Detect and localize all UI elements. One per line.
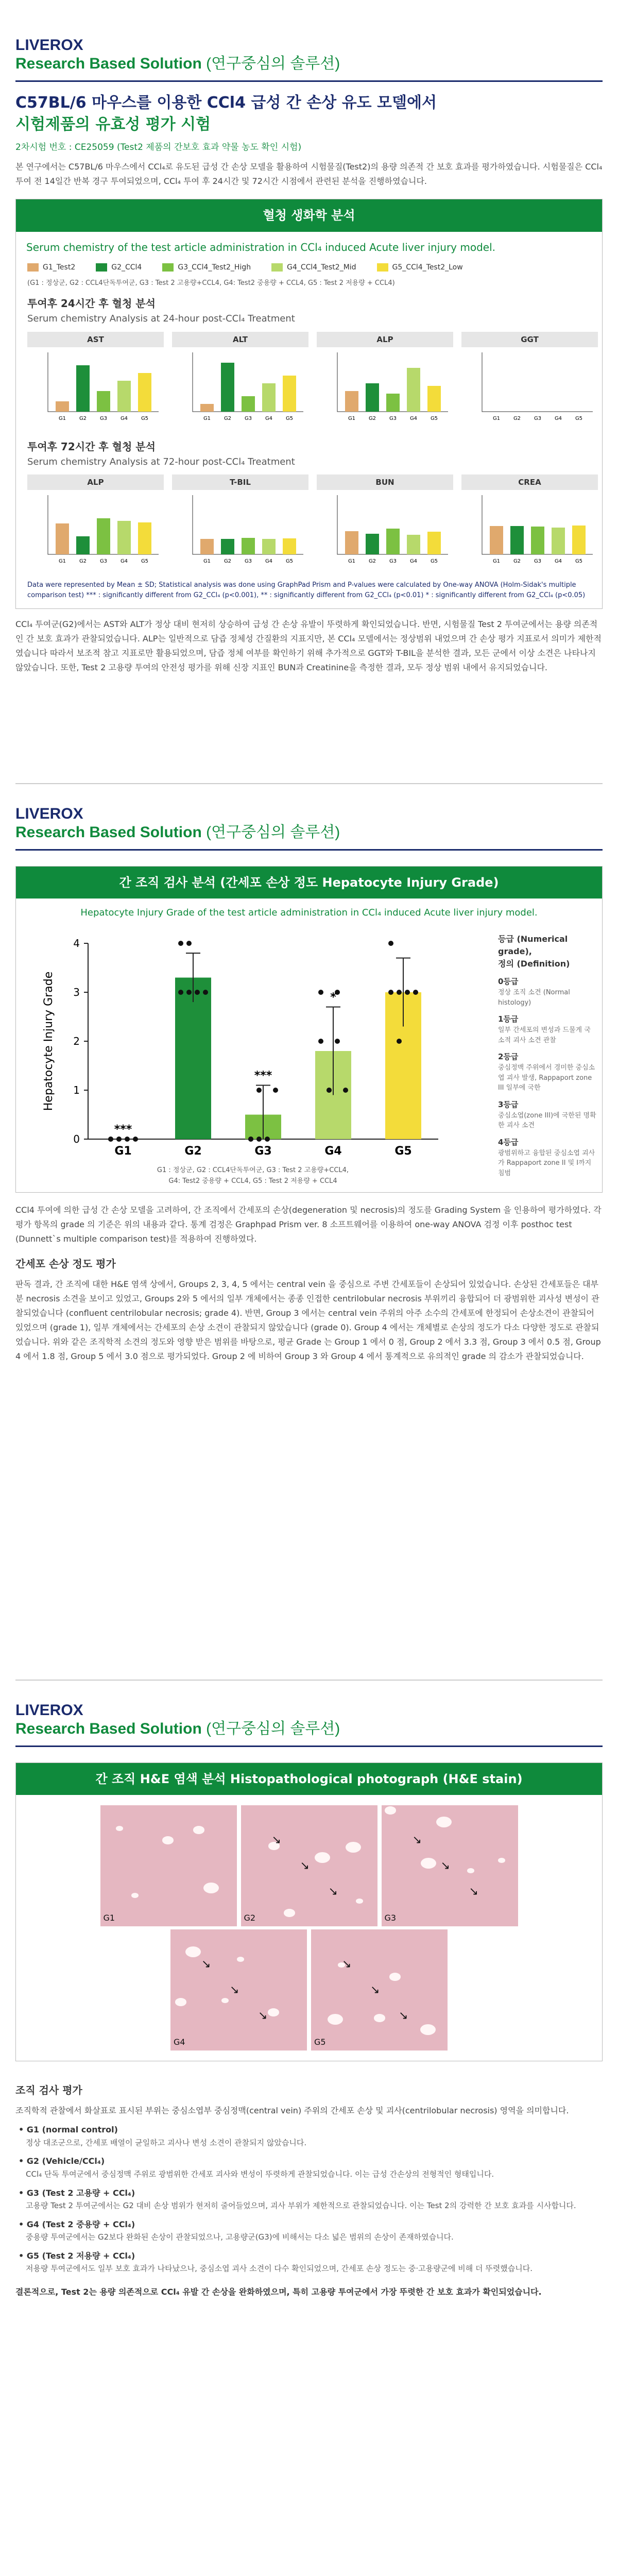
central-vein [420,2024,436,2035]
injury-grade-chart [16,923,490,1165]
grade-level: 2등급 [498,1052,519,1062]
chart-bar [76,536,90,554]
brand-name: LIVEROX [15,37,83,54]
data-point [108,1137,113,1142]
tick-label: G4 [120,558,128,565]
chart-title: ALT [172,332,308,347]
data-point [327,1088,332,1093]
chart-bar [221,539,234,554]
tick-label: G2 [224,558,232,565]
stat-footnote: Data were represented by Mean ± SD; Statistical analysis was done using GraphPad Prism and P-values were calculated by One-way ANOVA (Holm-Sidak's multiple comparison test) *** : significantly different from G2_CCl₄ (p<0.001), ** : significantly different from G2_CCl₄ (p<0.01) * : significantly different from G2_CCl₄ (p<0.05) [27,581,586,599]
tick-label: G4 [409,415,418,421]
tick-label: G2 [79,558,87,565]
image-label: G1 [103,1912,115,1923]
serum-chart [27,474,164,571]
x-tick-label: G5 [394,1145,412,1158]
serum-chart [317,332,453,428]
chart-bar [56,401,69,412]
tick-label: G2 [368,558,376,565]
tick-label: G4 [265,558,273,565]
grade-level: 0등급 [498,977,519,987]
data-point [413,990,418,995]
chart-title: CREA [461,474,598,490]
central-vein [162,1836,174,1844]
legend-label: G3_CCl4_Test2_High [178,263,251,272]
divider [15,1680,603,1681]
group-finding [19,2187,603,2213]
tick-label: G3 [244,558,252,565]
grade-description: 중심소엽(zone III)에 국한된 명확한 괴사 소견 [498,1111,596,1130]
chart-title: BUN [317,474,453,490]
central-vein [389,1973,401,1980]
arrow-icon: ↘ [300,1859,310,1873]
chart-bar [200,404,214,412]
brand-tagline: Research Based Solution (연구중심의 솔루션) [15,55,340,72]
legend-swatch [271,263,283,272]
tick-label: G1 [492,558,501,565]
legend-item [96,262,142,273]
histology-image [100,1805,237,1926]
serum-chart [317,474,453,571]
x-tick-label: G2 [184,1145,202,1158]
data-point [186,990,192,995]
divider [15,849,603,851]
group-description: 저용량 투여군에서도 일부 보호 효과가 나타났으나, 중심소엽 괴사 소견이 다수 확인되었으며, 간세포 손상 정도는 중·고용량군에 비해 더 뚜렷했습니다. [26,2264,533,2274]
grading-results: 판독 결과, 간 조직에 대한 H&E 염색 상에서, Groups 2, 3, 4, 5 에서는 central vein 을 중심으로 주변 간세포들이 손상되어 있었습니다. 손상된 간세포들은 대부분 necrosis 소견을 보이고 있었고, Groups 2와 5 에서의 일부 개체에서는 종종 인접한 centrilobular necrosis 부위끼리 융합되어 더 광범위한 괴사성 변성이 관찰되었습니다 (confluent centrilobular necrosis; grade 4). 반면, Group 3 에서는 central vein 주위의 아주 소수의 간세포에 한정되어 손상소견이 관찰되어 있었으며 (grade 1), 일부 개체에서는 간세포의 손상 소견이 관찰되지 않았습니다 (grade 0). Group 4 에서는 개체별로 손상의 정도가 다소 다양한 정도로 관찰되었습니다. 위와 같은 조직학적 소견의 정도와 영향 받은 범위를 바탕으로, 평균 Grade 는 Group 1 에서 0 점, Group 2 에서 3.3 점, Group 3 에서 0.5 점, Group 4 에서 1.8 점, Group 5 에서 3.0 점으로 평가되었다. Group 2 에 비하여 Group 3 와 Group 4 에서 통계적으로 유의적인 grade 의 감소가 관찰되었습니다. [15,1279,601,1361]
data-point [318,1039,323,1044]
chart-bar [97,391,110,412]
grade-definitions [490,923,602,1187]
tick-label: G5 [575,415,583,421]
legend-swatch [27,263,39,272]
histology-panel [15,1762,603,2061]
legend-item [27,262,75,273]
chart-title: ALP [27,474,164,490]
serum-chart-plot [27,347,164,425]
tick-label: G1 [348,558,356,565]
group-title: • G5 (Test 2 저용량 + CCl₄) [19,2250,135,2261]
legend-label: G4_CCl4_Test2_Mid [287,263,356,272]
h24-subtitle: Serum chemistry Analysis at 24-hour post-CCl₄ Treatment [27,313,295,324]
chart-title: AST [27,332,164,347]
chart-bar [572,526,586,554]
image-label: G2 [244,1912,256,1923]
definitions-title: 등급 (Numerical grade), 정의 (Definition) [498,934,570,969]
central-vein [268,2008,279,2016]
chart-bar [117,381,131,412]
arrow-icon: ↘ [342,1958,352,1971]
central-vein [356,1899,363,1904]
group-finding [19,2218,603,2244]
y-tick-label: 0 [73,1133,80,1146]
brand-tagline: Research Based Solution (연구중심의 솔루션) [15,824,340,841]
central-vein [374,2014,385,2022]
arrow-icon: ↘ [440,1859,450,1873]
tick-label: G3 [534,415,542,421]
serum-chart-plot [317,347,453,425]
data-point [335,1039,340,1044]
tick-label: G2 [224,415,232,421]
brand-name: LIVEROX [15,805,83,822]
data-point [405,990,410,995]
charts-72h [16,469,602,576]
data-point [195,990,200,995]
chart-title: GGT [461,332,598,347]
x-tick-label: G1 [114,1145,132,1158]
tick-label: G1 [58,558,66,565]
brand-header [0,36,618,73]
tick-label: G5 [430,415,438,421]
chart-bar [366,383,379,412]
chart-bar [407,535,420,554]
chart-bar [552,528,565,554]
chart-bar [531,527,544,554]
central-vein [385,1806,396,1814]
data-point [343,1088,348,1093]
assessment-label: 조직 검사 평가 [15,2084,82,2097]
conclusion: 결론적으로, Test 2는 용량 의존적으로 CCl₄ 유발 간 손상을 완화하였으며, 특히 고용량 투여군에서 가장 뚜렷한 간 보호 효과가 확인되었습니다. [15,2286,542,2297]
chart-bar [76,365,90,412]
grade-panel [15,866,603,1193]
group-finding [19,2155,603,2181]
tick-label: G2 [513,415,521,421]
tick-label: G5 [430,558,438,565]
divider [15,783,603,784]
arrow-icon: ↘ [370,1984,380,1997]
central-vein [203,1883,219,1893]
serum-chart-plot [317,490,453,567]
group-title: • G2 (Vehicle/CCl₄) [19,2156,105,2166]
data-point [318,990,323,995]
histology-image [382,1805,518,1926]
chart-bar [510,526,524,554]
arrow-icon: ↘ [412,1834,422,1847]
data-point [186,941,192,946]
chart-bar [97,518,110,554]
group-findings [19,2123,603,2275]
group-description: 중용량 투여군에서는 G2보다 완화된 손상이 관찰되었으나, 고용량군(G3)에 비해서는 다소 넓은 범위의 손상이 존재하였습니다. [26,2232,454,2242]
legend-label: G1_Test2 [43,263,76,272]
legend-item [162,262,251,273]
histology-image [311,1929,448,2050]
chart-bar [242,396,255,412]
chart-bar [345,391,358,412]
image-label: G5 [314,2037,326,2047]
h72-title: 투여후 72시간 후 혈청 분석 [27,440,156,453]
chart-bar [138,522,151,554]
serum-chart-plot [461,490,598,567]
h24-title: 투여후 24시간 후 혈청 분석 [27,297,156,310]
central-vein [131,1893,139,1898]
serum-chart [27,332,164,428]
arrow-icon: ↘ [230,1984,239,1997]
charts-24h [16,327,602,433]
grade-level: 1등급 [498,1014,519,1024]
tick-label: G4 [265,415,273,421]
y-tick-label: 1 [73,1084,80,1097]
chart-legend [16,258,602,277]
tick-label: G1 [203,415,211,421]
grade-description: 중심정맥 주위에서 경미한 중심소엽 괴사 발생, Rappaport zone III 일부에 국한 [498,1064,595,1092]
legend-swatch [162,263,174,272]
data-point [133,1137,138,1142]
brand-header [0,805,618,842]
chart-bar [262,539,276,554]
chart-bar [117,521,131,554]
significance-mark: *** [114,1123,132,1137]
tick-label: G3 [534,558,542,565]
chart-bar [407,368,420,412]
tick-label: G5 [141,415,149,421]
serum-chart-plot [461,347,598,425]
y-tick-label: 4 [73,937,80,950]
serum-panel [15,199,603,609]
arrow-icon: ↘ [201,1958,211,1971]
tick-label: G1 [492,415,501,421]
data-point [178,990,183,995]
panel-caption: Hepatocyte Injury Grade of the test article administration in CCl₄ induced Acute liver injury model. [80,907,538,919]
grade-description: 일부 간세포의 변성과 드물게 국소적 괴사 소견 관찰 [498,1026,591,1044]
central-vein [284,1909,295,1917]
chart-title: ALP [317,332,453,347]
image-label: G3 [384,1912,397,1923]
tick-label: G2 [368,415,376,421]
central-vein [175,1998,186,2006]
serum-chart [172,474,308,571]
central-vein [193,1826,204,1834]
group-note: G1 : 정상군, G2 : CCL4단독투여군, G3 : Test 2 고용량+CCL4, G4: Test2 중용량 + CCL4, G5 : Test 2 저용량 + CCL4 [157,1166,349,1185]
central-vein [221,1998,229,2003]
data-point [256,1088,262,1093]
brand-header [0,1701,618,1738]
chart-bar [366,534,379,554]
chart-bar [283,376,296,412]
grade-level: 4등급 [498,1137,519,1147]
tick-label: G5 [285,415,294,421]
brand-tagline: Research Based Solution (연구중심의 솔루션) [15,1720,340,1737]
group-description: 고용량 Test 2 투여군에서는 G2 대비 손상 범위가 현저히 줄어들었으며, 괴사 부위가 제한적으로 관찰되었습니다. 이는 Test 2의 강력한 간 보호 효과를 시사합니다. [26,2201,576,2211]
grading-method: CCl4 투여에 의한 급성 간 손상 모델을 고려하여, 간 조직에서 간세포의 손상(degeneration 및 necrosis)의 정도를 Grading System 을 인용하여 평가하였다. 각 평가 항목의 grade 의 기준은 위의 내용과 같다. 통계 검정은 Graphpad Prism ver. 8 소프트웨어를 이용하여 one-way ANOVA 검정 이후 posthoc test (Dunnett`s multiple comparison test)를 적용하여 진행하였다. [15,1205,602,1244]
chart-bar [283,538,296,554]
group-description: CCl₄ 단독 투여군에서 중심정맥 주위로 광범위한 간세포 괴사와 변성이 뚜렷하게 관찰되었습니다. 이는 급성 간손상의 전형적인 형태입니다. [26,2170,494,2179]
h72-subtitle: Serum chemistry Analysis at 72-hour post-CCl₄ Treatment [27,456,295,467]
data-point [178,941,183,946]
chart-bar [56,523,69,554]
tick-label: G3 [389,558,397,565]
tick-label: G3 [99,558,108,565]
group-description: 정상 대조군으로, 간세포 배열이 균일하고 괴사나 변성 소견이 관찰되지 않았습니다. [26,2138,307,2147]
legend-label: G5_CCl4_Test2_Low [392,263,463,272]
histology-image [170,1929,307,2050]
tick-label: G1 [348,415,356,421]
chart-bar [490,526,503,554]
significance-mark: * [330,991,336,1004]
legend-item [377,262,463,273]
central-vein [421,1858,436,1869]
tick-label: G3 [389,415,397,421]
tick-label: G5 [285,558,294,565]
chart-bar [386,529,400,554]
significance-mark: *** [254,1069,272,1082]
serum-chart [461,332,598,428]
image-label: G4 [174,2037,185,2047]
arrow-icon: ↘ [328,1885,338,1899]
x-tick-label: G3 [254,1145,272,1158]
central-vein [328,2014,343,2025]
panel-caption: Serum chemistry of the test article administration in CCl₄ induced Acute liver injury model. [26,241,495,253]
group-note: (G1 : 정상군, G2 : CCL4단독투여군, G3 : Test 2 고용량+CCL4, G4: Test2 중용량 + CCL4, G5 : Test 2 저용량 + CCL4) [27,279,395,287]
tick-label: G4 [409,558,418,565]
tick-label: G3 [244,415,252,421]
assessment-label: 간세포 손상 정도 평가 [15,1257,116,1270]
data-point [397,1039,402,1044]
data-point [203,990,208,995]
chart-bar [221,363,234,412]
group-finding [19,2123,603,2149]
tick-label: G1 [203,558,211,565]
panel-heading: 간 조직 H&E 염색 분석 Histopathological photograph (H&E stain) [16,1763,602,1795]
arrow-icon: ↘ [399,2009,408,2023]
chart-bar [242,538,255,554]
central-vein [315,1852,330,1863]
tick-label: G5 [141,558,149,565]
data-point [388,990,393,995]
study-title: C57BL/6 마우스를 이용한 CCl4 급성 간 손상 유도 모델에서 시험제품의 유효성 평가 시험 [15,94,437,133]
data-point [273,1088,278,1093]
y-tick-label: 3 [73,986,80,999]
legend-swatch [377,263,388,272]
serum-chart-plot [172,347,308,425]
panel-heading: 혈청 생화학 분석 [16,199,602,231]
chart-bar [200,539,214,554]
x-tick-label: G4 [324,1145,342,1158]
section-serum [0,0,618,757]
central-vein [436,1817,452,1827]
panel-heading: 간 조직 검사 분석 (간세포 손상 정도 Hepatocyte Injury Grade) [16,867,602,899]
legend-label: G2_CCl4 [111,263,142,272]
legend-swatch [96,263,107,272]
data-point [116,1137,122,1142]
data-point [248,1137,253,1142]
tick-label: G3 [99,415,108,421]
central-vein [498,1858,505,1863]
tick-label: G1 [58,415,66,421]
chart-bar [138,373,151,412]
section-injury-grade [0,757,618,1659]
group-title: • G4 (Test 2 중용량 + CCl₄) [19,2219,135,2229]
divider [15,80,603,82]
chart-title: T-BIL [172,474,308,490]
serum-chart [461,474,598,571]
chart-bar [262,383,276,412]
histology-intro: 조직학적 관찰에서 화살표로 표시된 부위는 중심소엽부 중심정맥(central vein) 주위의 간세포 손상 및 괴사(centrilobular necrosis) 영역을 의미합니다. [15,2106,569,2116]
study-intro: 본 연구에서는 C57BL/6 마우스에서 CCl₄로 유도된 급성 간 손상 모델을 활용하여 시험물질(Test2)의 용량 의존적 간 보호 효과를 평가하였습니다. 시험물질은 CCl₄ 투여 전 14일간 반복 경구 투여되었으며, CCl₄ 투여 후 24시간 및 72시간 시점에서 관련된 분석을 진행하였습니다. [15,162,603,187]
section-histology [0,1659,618,2576]
data-point [397,990,402,995]
study-number: 2차시험 번호 : CE25059 (Test2 제품의 간보호 효과 약물 농도 확인 시험) [15,142,302,152]
chart-bar [427,386,441,412]
serum-discussion: CCl₄ 투여군(G2)에서는 AST와 ALT가 정상 대비 현저히 상승하여 급성 간 손상 유발이 뚜렷하게 확인되었습니다. 반면, 시험물질 Test 2 투여군에서는 용량 의존적인 간 보호 효과가 관찰되었습니다. ALP는 일반적으로 담즙 정체성 간질환의 지표지만, 본 CCl₄ 모델에서는 정상범위 내었으며 간 손상 평가 지표로서 의미가 제한적였습니다 따라서 보조적 참고 지표로만 활용되었으며, 담즙 정체 여부를 확인하기 위해 추가적으로 GGT와 T-BIL을 분석한 결과, 모든 군에서 이상 소견은 나타나지 않았습니다. 또한, Test 2 고용량 투여의 안전성 평가를 위해 신장 지표인 BUN과 Creatinine을 측정한 결과, 모두 정상 범위 내에서 유지되었습니다. [15,619,602,673]
tick-label: G4 [554,558,562,565]
tick-label: G2 [513,558,521,565]
y-tick-label: 2 [73,1035,80,1048]
central-vein [237,1957,244,1962]
data-point [388,941,393,946]
grade-description: 정상 조직 소견 (Normal histology) [498,989,570,1007]
data-point [256,1137,262,1142]
tick-label: G2 [79,415,87,421]
group-title: • G3 (Test 2 고용량 + CCl₄) [19,2188,135,2198]
data-point [265,1137,270,1142]
chart-axis [482,352,593,412]
central-vein [185,1946,201,1957]
tick-label: G4 [120,415,128,421]
y-axis-label: Hepatocyte Injury Grade [42,971,55,1111]
group-finding [19,2249,603,2276]
divider [15,1745,603,1747]
data-point [125,1137,130,1142]
legend-item [271,262,356,273]
serum-chart-plot [27,490,164,567]
chart-bar [427,532,441,554]
grade-description: 광범위하고 융합된 중심소엽 괴사가 Rappaport zone II 및 I까지 침범 [498,1149,595,1177]
serum-chart [172,332,308,428]
tick-label: G4 [554,415,562,421]
chart-bar [386,394,400,412]
arrow-icon: ↘ [258,2009,268,2023]
central-vein [346,1842,361,1853]
serum-chart-plot [172,490,308,567]
grade-level: 3등급 [498,1099,519,1109]
chart-bar [345,531,358,554]
arrow-icon: ↘ [469,1885,478,1899]
central-vein [467,1868,474,1873]
brand-name: LIVEROX [15,1702,83,1719]
histology-image [241,1805,377,1926]
tick-label: G5 [575,558,583,565]
arrow-icon: ↘ [271,1834,281,1847]
group-title: • G1 (normal control) [19,2125,118,2135]
central-vein [116,1826,123,1831]
